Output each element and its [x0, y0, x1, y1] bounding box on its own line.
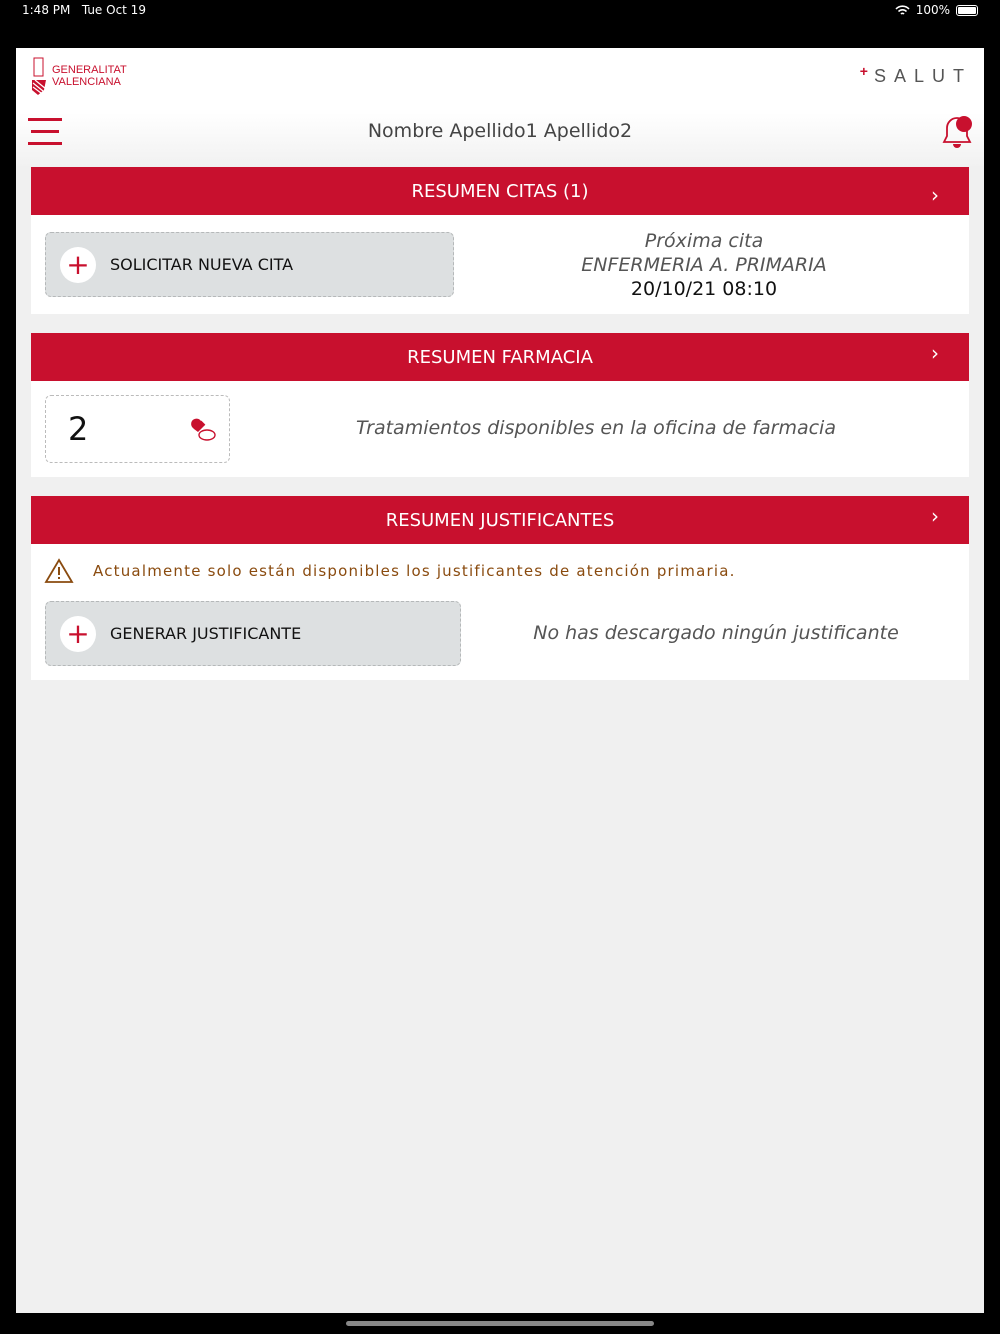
user-name: Nombre Apellido1 Apellido2: [367, 120, 633, 142]
citas-section: [31, 167, 969, 314]
logo-line2: VALENCIANA: [52, 76, 121, 88]
justificantes-title: RESUMEN JUSTIFICANTES: [385, 509, 615, 531]
generate-justificante-label: GENERAR JUSTIFICANTE: [110, 624, 302, 643]
new-appointment-label: SOLICITAR NUEVA CITA: [110, 255, 294, 274]
plus-icon: +: [60, 616, 96, 652]
app-window: [16, 48, 984, 1313]
citas-header[interactable]: [31, 167, 969, 215]
logo-line1: GENERALITAT: [52, 64, 127, 76]
treatments-count-box[interactable]: [45, 395, 230, 463]
next-appointment-datetime: 20/10/21 08:10: [630, 278, 778, 300]
status-bar: [0, 0, 1000, 22]
justificantes-section: [31, 496, 969, 680]
treatments-description: Tratamientos disponibles en la oficina de farmacia: [356, 417, 836, 439]
generate-justificante-button[interactable]: [45, 601, 461, 666]
warning-message: Actualmente solo están disponibles los justificantes de atención primaria.: [93, 562, 736, 580]
justificantes-header[interactable]: [31, 496, 969, 544]
coat-of-arms-icon: [30, 56, 48, 96]
status-time: 1:48 PM Tue Oct 19: [22, 3, 146, 17]
battery-percent: 100%: [915, 3, 950, 17]
warning-icon: [44, 558, 74, 584]
new-appointment-button[interactable]: [45, 232, 454, 297]
chevron-right-icon: ›: [931, 341, 939, 365]
citas-title: RESUMEN CITAS (1): [411, 180, 589, 202]
chevron-right-icon: ›: [931, 183, 939, 207]
pills-icon: [189, 416, 217, 444]
salut-logo: + SALUT: [859, 63, 972, 86]
treatments-count: 2: [68, 410, 89, 448]
generalitat-logo: [30, 56, 127, 96]
chevron-right-icon: ›: [931, 504, 939, 528]
notification-bell-icon[interactable]: [940, 114, 974, 150]
battery-icon: [956, 5, 978, 16]
farmacia-section: [31, 333, 969, 477]
home-indicator[interactable]: [346, 1321, 654, 1326]
header: [16, 48, 984, 166]
farmacia-header[interactable]: [31, 333, 969, 381]
plus-icon: +: [60, 247, 96, 283]
farmacia-title: RESUMEN FARMACIA: [407, 346, 593, 368]
next-appointment-label: Próxima cita: [644, 230, 764, 252]
next-appointment-type: ENFERMERIA A. PRIMARIA: [581, 254, 827, 276]
no-justificantes-message: No has descargado ningún justificante: [533, 622, 899, 644]
wifi-icon: [895, 5, 910, 16]
